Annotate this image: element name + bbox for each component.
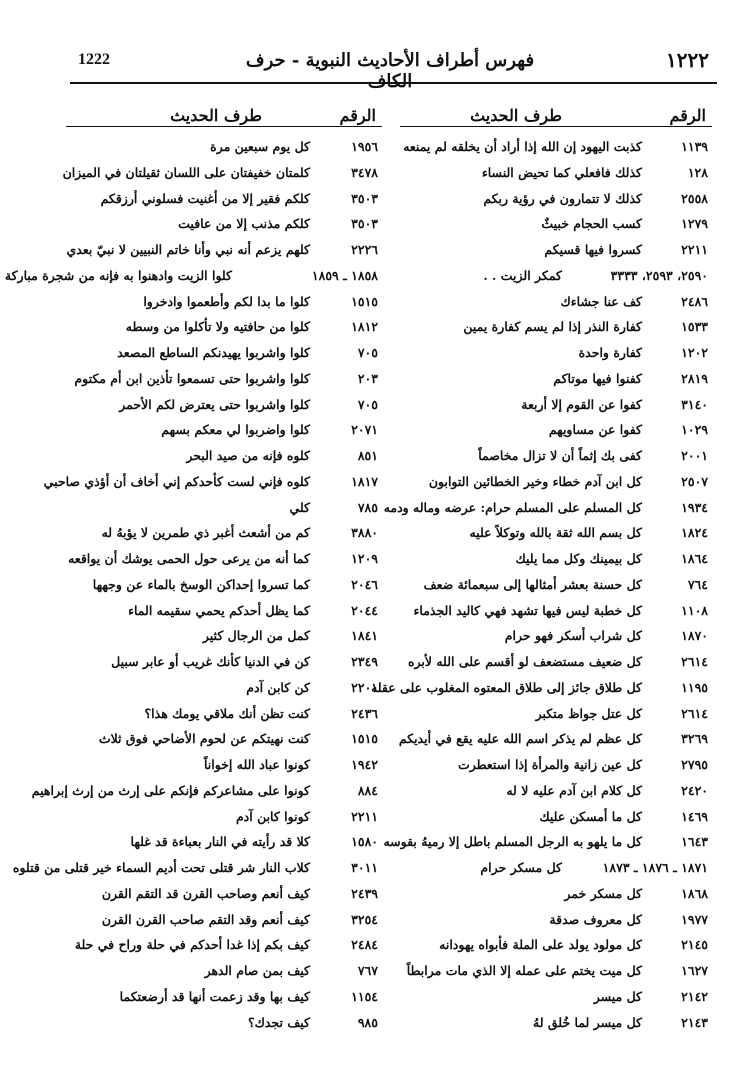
- index-entry: [400, 264, 712, 290]
- entry-number: ١٩٤٢: [351, 757, 378, 772]
- index-entry: [400, 908, 712, 934]
- index-entry: [12, 856, 382, 882]
- entry-number: ٧٦٧: [357, 963, 378, 978]
- index-list: [371, 135, 712, 1036]
- entry-text: كن في الدنيا كأنك غريب أو عابر سبيل: [111, 654, 310, 669]
- entry-text: كل عين زانية والمرأة إذا استعطرت: [457, 757, 642, 772]
- index-entry: [66, 521, 382, 547]
- index-entry: [66, 676, 382, 702]
- entry-number: ٢٢٢٦: [351, 242, 378, 257]
- index-entry: [400, 985, 712, 1011]
- entry-text: كل ميت يختم على عمله إلا الذي مات مرابطاً: [406, 963, 642, 978]
- column-rule: [66, 126, 382, 127]
- entry-number: ٣٥٠٣: [351, 216, 378, 232]
- index-entry: [66, 908, 382, 934]
- entry-number: ٢١٤٢: [681, 988, 708, 1004]
- index-entry: [66, 650, 382, 676]
- index-entry: [66, 367, 382, 393]
- entry-text: كل عتل جواظ متكبر: [535, 705, 642, 721]
- entry-number: ١٢٧٩: [681, 216, 708, 232]
- entry-text: كسب الحجام خبيثٌ: [541, 216, 642, 232]
- entry-number: ١٨٥٨ ـ ١٨٥٩: [311, 267, 378, 283]
- number-column-label: الرقم: [669, 106, 706, 125]
- entry-number: ٢٥٩٠، ٢٥٩٣، ٣٣٣٣: [610, 267, 708, 283]
- entry-text: كفنوا فيها موتاكم: [553, 370, 642, 386]
- entry-number: ٢٥٥٨: [681, 190, 708, 206]
- entry-text: كنت تظن أنك ملاقي يومك هذا؟: [144, 705, 310, 721]
- index-entry: [31, 779, 382, 805]
- entry-number: ١٩٣٤: [681, 499, 708, 515]
- entry-text: كلمتان خفيفتان على اللسان ثقيلتان في الميزان: [62, 164, 310, 180]
- entry-text: كلكم مذنب إلا من عافيت: [178, 216, 310, 232]
- entry-number: ١٩٥٦: [351, 139, 378, 154]
- index-entry: [66, 959, 382, 985]
- entry-text: كلكم فقير إلا من أغنيت فسلوني أرزقكم: [100, 190, 310, 206]
- index-column-left: [4, 96, 382, 1036]
- entry-number: ٣٢٥٤: [351, 911, 378, 927]
- entry-text: كل بيمينك وكل مما يليك: [515, 551, 642, 566]
- entry-number: ١٥١٥: [351, 731, 378, 747]
- entry-text: كمكر الزيت . .: [483, 267, 562, 283]
- index-entry: [400, 212, 712, 238]
- number-column-label: الرقم: [339, 106, 376, 125]
- entry-text: كذبت اليهود إن الله إذا أراد أن يخلقه لم يمنعه: [403, 139, 642, 154]
- index-entry: [400, 933, 712, 959]
- index-entry: [66, 444, 382, 470]
- entry-number: ١٨٧٠: [681, 628, 708, 644]
- entry-text: كلاب النار شر قتلى تحت أديم السماء خير قتلى من قتلوه: [12, 860, 310, 875]
- entry-number: ١٨٤١: [351, 628, 378, 644]
- entry-number: ٢٢١١: [681, 242, 708, 257]
- index-entry: [66, 933, 382, 959]
- column-rule: [400, 126, 712, 127]
- entry-number: ١٨١٧: [351, 473, 378, 489]
- index-entry: [400, 521, 712, 547]
- entry-number: ٣٢٦٩: [681, 731, 708, 747]
- entry-number: ١١٣٩: [681, 139, 708, 154]
- index-entry: [66, 341, 382, 367]
- entry-text: كلا قد رأيته في النار بعباءة قد غلها: [130, 834, 310, 850]
- entry-text: كونوا عباد الله إخواناً: [203, 757, 310, 772]
- entry-number: ١٦٢٧: [681, 963, 708, 978]
- index-entry: [400, 547, 712, 573]
- index-entry: [66, 315, 382, 341]
- entry-text: كلوا من حافتيه ولا تأكلوا من وسطه: [125, 319, 310, 335]
- hadith-column-label: طرف الحديث: [470, 106, 562, 125]
- entry-number: ٧٠٥: [357, 396, 378, 412]
- page-number-latin: 1222: [78, 51, 110, 68]
- entry-number: ١٥٣٣: [681, 319, 708, 335]
- index-entry: [400, 367, 712, 393]
- index-entry: [400, 470, 712, 496]
- index-entry: [400, 856, 712, 882]
- entry-text: كل ابن آدم خطاء وخير الخطائين التوابون: [428, 473, 642, 489]
- entry-text: كفارة واحدة: [578, 345, 642, 360]
- entry-number: ٣١٤٠: [681, 396, 708, 412]
- entry-text: كل بسم الله ثقة بالله وتوكلاً عليه: [469, 525, 642, 541]
- index-entry: [400, 573, 712, 599]
- entry-text: كيف بكم إذا غدا أحدكم في حلة وراح في حلة: [74, 937, 310, 953]
- entry-number: ٣٥٠٣: [351, 190, 378, 206]
- entry-number: ٢٠٧١: [351, 422, 378, 438]
- entry-number: ٢٨١٩: [681, 370, 708, 386]
- entry-text: كلهم يزعم أنه نبي وأنا خاتم النبيين لا نبيّ بعدي: [66, 242, 310, 257]
- column-header: [400, 96, 712, 126]
- entry-text: كل مسكر حرام: [480, 860, 562, 875]
- entry-number: ٢٧٩٥: [681, 757, 708, 772]
- entry-text: كلوا الزيت وادهنوا به فإنه من شجرة مباركة: [4, 267, 232, 283]
- index-entry: [66, 187, 382, 213]
- entry-number: ٢٢٠١: [351, 679, 378, 695]
- running-title: فهرس أطراف الأحاديث النبوية - حرف الكاف: [245, 50, 535, 92]
- entry-number: ٣٨٨٠: [351, 525, 378, 541]
- entry-number: ١٨٧١ ـ ١٨٧٦ ـ ١٨٧٣: [602, 860, 708, 875]
- entry-text: كل كلام ابن آدم عليه لا له: [506, 782, 642, 798]
- entry-text: كل معروف صدقة: [549, 911, 642, 927]
- entry-text: كلوا واشربوا يهيدنكم الساطع المصعد: [117, 345, 310, 360]
- entry-text: كفارة النذر إذا لم يسم كفارة يمين: [463, 319, 642, 335]
- entry-text: كل طلاق جائز إلى طلاق المعتوه المغلوب على عقله: [371, 679, 642, 695]
- entry-number: ١٨٢٤: [681, 525, 708, 541]
- index-entry: [66, 599, 382, 625]
- entry-number: ٧٠٥: [357, 345, 378, 360]
- entry-text: كفوا عن مساويهم: [548, 422, 642, 438]
- entry-number: ١٨٦٨: [681, 885, 708, 901]
- entry-number: ٨٥١: [357, 448, 378, 463]
- page-number-arabic: ١٢٢٢: [666, 48, 709, 72]
- entry-number: ١٠٢٩: [681, 422, 708, 438]
- entry-number: ١٨٦٤: [681, 551, 708, 566]
- entry-number: ٣٠١١: [351, 860, 378, 875]
- index-entry: [400, 753, 712, 779]
- entry-text: كل يوم سبعين مرة: [210, 139, 310, 154]
- index-entry: [66, 702, 382, 728]
- entry-text: كيف أنعم وصاحب القرن قد التقم القرن: [101, 885, 310, 901]
- index-entry: [62, 161, 382, 187]
- entry-text: كلوه فإنه من صيد البحر: [186, 448, 310, 463]
- entry-text: كيف تجدك؟: [247, 1014, 310, 1030]
- index-entry: [383, 830, 712, 856]
- index-entry: [66, 727, 382, 753]
- header-rule: [70, 82, 717, 84]
- index-entry: [400, 315, 712, 341]
- entry-number: ١٢٨: [687, 164, 708, 180]
- entry-number: ١٤٦٩: [681, 808, 708, 824]
- entry-text: كما تسروا إحداكن الوسخ بالماء عن وجهها: [92, 576, 310, 592]
- entry-number: ٢٤٨٤: [351, 937, 378, 953]
- entry-text: كلوا واشربوا حتى يعترض لكم الأحمر: [119, 396, 310, 412]
- index-entry: [400, 187, 712, 213]
- entry-text: كل ما يلهو به الرجل المسلم باطل إلا رميهُ بقوسه: [383, 834, 642, 850]
- entry-number: ٢٤٢٠: [681, 782, 708, 798]
- index-entry: [400, 444, 712, 470]
- index-entry: [400, 238, 712, 264]
- index-entry: [66, 290, 382, 316]
- entry-number: ٢٤٨٦: [681, 293, 708, 309]
- entry-text: كلوا واضربوا لي معكم بسهم: [161, 422, 310, 438]
- entry-text: كفوا عن القوم إلا أربعة: [521, 396, 642, 412]
- entry-text: كلوا واشربوا حتى تسمعوا تأذين ابن أم مكتوم: [74, 370, 310, 386]
- entry-text: كلوا ما بدا لكم وأطعموا وادخروا: [143, 293, 310, 309]
- entry-text: كل شراب أسكر فهو حرام: [504, 628, 642, 644]
- entry-text: كونوا على مشاعركم فإنكم على إرث من إرث إبراهيم: [31, 782, 310, 798]
- entry-text: كيف بمن صام الدهر: [204, 963, 310, 978]
- entry-number: ٢٦١٤: [681, 705, 708, 721]
- entry-number: ٢٥٠٧: [681, 473, 708, 489]
- entry-text: كما أنه من يرعى حول الحمى يوشك أن يواقعه: [68, 551, 310, 566]
- index-entry: [66, 135, 382, 161]
- entry-text: كيف أنعم وقد التقم صاحب القرن القرن: [101, 911, 310, 927]
- index-entry: [66, 418, 382, 444]
- entry-number: ٢١٤٣: [681, 1014, 708, 1030]
- index-entry: [4, 264, 382, 290]
- index-entry: [383, 496, 712, 522]
- entry-text: كل مسكر خمر: [564, 885, 642, 901]
- entry-number: ١٩٧٧: [681, 911, 708, 927]
- entry-number: ٩٨٥: [357, 1014, 378, 1030]
- index-entry: [400, 290, 712, 316]
- index-entry: [400, 882, 712, 908]
- entry-number: ٢٢١١: [351, 808, 378, 824]
- entry-number: ٢٤٣٦: [351, 705, 378, 721]
- index-entry: [66, 624, 382, 650]
- entry-number: ١١٥٤: [351, 988, 378, 1004]
- entry-number: ٢٠٤٤: [351, 602, 378, 618]
- entry-text: كل ميسر: [593, 988, 642, 1004]
- index-list: [4, 135, 382, 1036]
- entry-number: ١٦٤٣: [681, 834, 708, 850]
- index-entry: [66, 805, 382, 831]
- index-entry: [400, 702, 712, 728]
- entry-text: كفى بك إثماً أن لا تزال مخاصماً: [478, 448, 642, 463]
- entry-text: كذلك فافعلي كما تحيض النساء: [481, 164, 642, 180]
- hadith-column-label: طرف الحديث: [170, 106, 262, 125]
- index-entry: [66, 573, 382, 599]
- index-entry: [400, 1011, 712, 1037]
- index-entry: [66, 238, 382, 264]
- index-entry: [400, 599, 712, 625]
- column-header: [66, 96, 382, 126]
- index-entry: [66, 753, 382, 779]
- entry-number: ٢٠٤٦: [351, 576, 378, 592]
- entry-number: ٣٤٧٨: [351, 164, 378, 180]
- index-entry: [400, 393, 712, 419]
- index-entry: [400, 418, 712, 444]
- entry-number: ١٥٨٠: [351, 834, 378, 850]
- index-entry: [400, 161, 712, 187]
- entry-number: ١٨١٢: [351, 319, 378, 335]
- entry-text: كل خطبة ليس فيها تشهد فهي كاليد الجذماء: [413, 602, 642, 618]
- entry-text: كل عظم لم يذكر اسم الله عليه يقع في أيديكم: [398, 731, 642, 747]
- entry-number: ٢١٤٥: [681, 937, 708, 953]
- entry-text: كلوه فإني لست كأحدكم إني أخاف أن أؤذي صاحبي: [43, 473, 310, 489]
- index-entry: [66, 212, 382, 238]
- index-entry: [371, 676, 712, 702]
- entry-text: كونوا كابن آدم: [235, 808, 310, 824]
- entry-text: كيف بها وقد زعمت أنها قد أرضعتكما: [119, 988, 310, 1004]
- entry-number: ١١٠٨: [681, 602, 708, 618]
- index-entry: [400, 805, 712, 831]
- index-entry: [400, 341, 712, 367]
- index-entry: [66, 830, 382, 856]
- index-entry: [66, 882, 382, 908]
- entry-number: ١٥١٥: [351, 293, 378, 309]
- entry-number: ٢٣٤٩: [351, 654, 378, 669]
- entry-text: كلي: [289, 499, 310, 515]
- index-entry: [400, 959, 712, 985]
- entry-text: كل مولود يولد على الملة فأبواه يهودانه: [439, 937, 642, 953]
- index-entry: [400, 779, 712, 805]
- index-entry: [66, 547, 382, 573]
- entry-text: كسروا فيها قسيكم: [544, 242, 642, 257]
- entry-number: ٨٨٤: [357, 782, 378, 798]
- entry-text: كل حسنة بعشر أمثالها إلى سبعمائة ضعف: [423, 576, 642, 592]
- index-column-right: [371, 96, 712, 1036]
- entry-text: كنت نهيتكم عن لحوم الأضاحي فوق ثلاث: [98, 731, 310, 747]
- entry-text: كل ميسر لما خُلق لهُ: [533, 1014, 642, 1030]
- index-entry: [400, 650, 712, 676]
- entry-number: ١٢٠٩: [351, 551, 378, 566]
- entry-number: ٢٦١٤: [681, 654, 708, 669]
- index-entry: [66, 393, 382, 419]
- entry-number: ٢٠٣: [357, 370, 378, 386]
- entry-text: كمل من الرجال كثير: [202, 628, 310, 644]
- index-entry: [66, 1011, 382, 1037]
- entry-text: كل ما أمسكن عليك: [539, 808, 642, 824]
- entry-text: كف عنا جشاءك: [560, 293, 642, 309]
- entry-number: ٧٦٤: [687, 576, 708, 592]
- entry-text: كل ضعيف مستضعف لو أقسم على الله لأبره: [407, 654, 642, 669]
- entry-text: كن كابن آدم: [246, 679, 310, 695]
- entry-text: كذلك لا تتمارون في رؤية ربكم: [483, 190, 642, 206]
- entry-number: ٢٤٣٩: [351, 885, 378, 901]
- entry-number: ١١٩٥: [681, 679, 708, 695]
- index-entry: [400, 135, 712, 161]
- index-entry: [400, 624, 712, 650]
- entry-number: ١٢٠٢: [681, 345, 708, 360]
- entry-text: كما يظل أحدكم يحمي سقيمه الماء: [128, 602, 310, 618]
- index-entry: [66, 985, 382, 1011]
- entry-text: كل المسلم على المسلم حرام: عرضه وماله ودمه: [383, 499, 642, 515]
- entry-number: ٧٨٥: [357, 499, 378, 515]
- entry-number: ٢٠٠١: [681, 448, 708, 463]
- entry-text: كم من أشعث أغبر ذي طمرين لا يؤبهُ له: [101, 525, 310, 541]
- index-entry: [43, 470, 382, 496]
- index-entry: [66, 496, 382, 522]
- index-entry: [400, 727, 712, 753]
